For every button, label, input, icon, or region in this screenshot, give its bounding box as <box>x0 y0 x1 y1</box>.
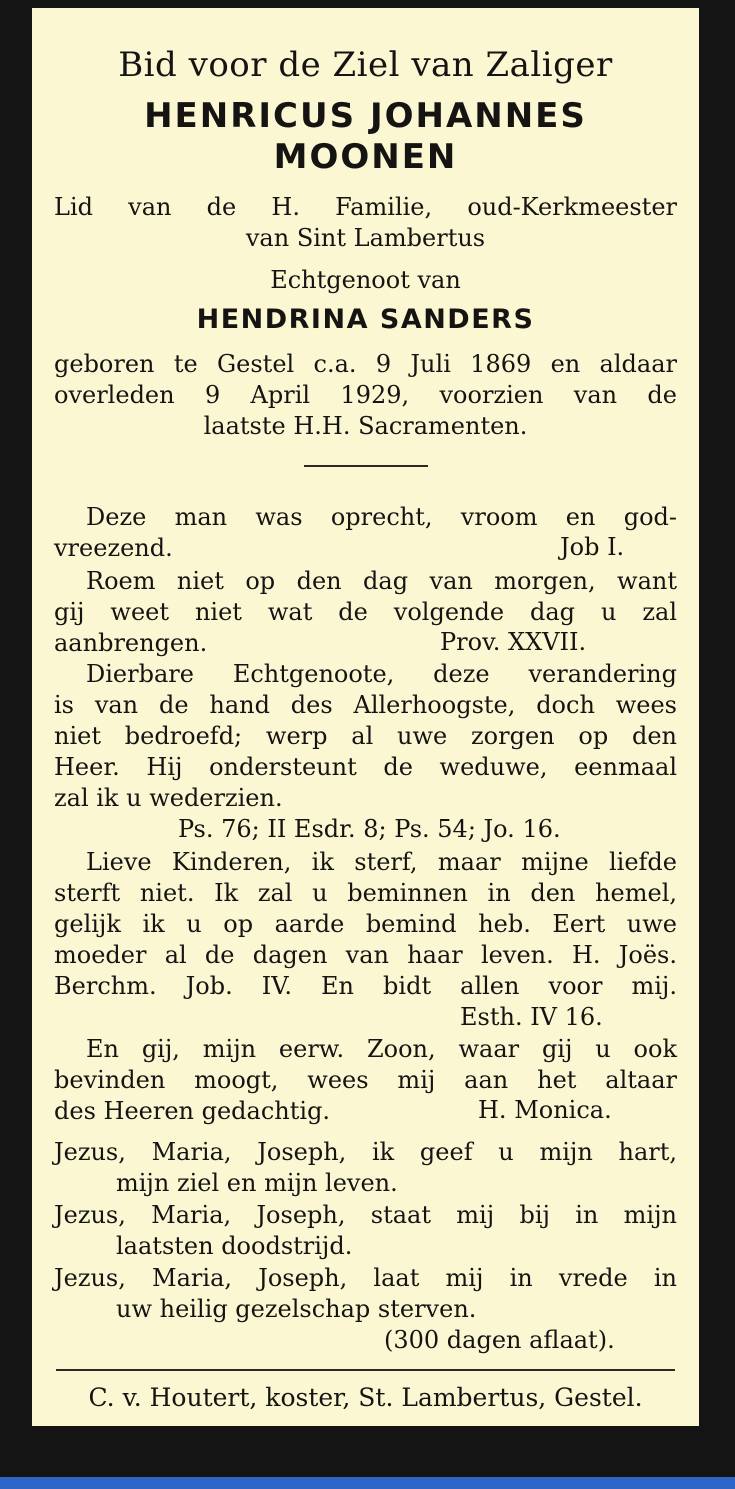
life-line2: overleden 9 April 1929, voorzien van de <box>54 381 677 409</box>
prayer-line: Jezus, Maria, Joseph, laat mij in vrede in <box>54 1264 677 1292</box>
quote-reference: Job I. <box>560 533 625 561</box>
life-line1: geboren te Gestel c.a. 9 Juli 1869 en aldaar <box>54 350 677 378</box>
footer-rule <box>56 1369 675 1371</box>
quote-line: moeder al de dagen van haar leven. H. Joës. <box>54 941 677 969</box>
quote-line: Dierbare Echtgenoote, deze verandering <box>86 660 677 688</box>
quote-reference: Esth. IV 16. <box>460 1003 603 1031</box>
quote-line: sterft niet. Ik zal u beminnen in den hemel, <box>54 879 677 907</box>
quote-reference: Prov. XXVII. <box>440 628 587 656</box>
quote-line: vreezend. <box>54 534 173 562</box>
quote-reference: Ps. 76; II Esdr. 8; Ps. 54; Jo. 16. <box>178 815 561 843</box>
quote-spouse <box>54 659 677 814</box>
quote-line: Lieve Kinderen, ik sterf, maar mijne liefde <box>86 848 677 876</box>
prayer-2 <box>54 1200 677 1262</box>
deceased-name-line1: HENRICUS JOHANNES <box>144 96 587 136</box>
quote-line: Deze man was oprecht, vroom en god- <box>86 503 677 531</box>
quote-line: is van de hand des Allerhoogste, doch wees <box>54 691 677 719</box>
spouse-intro: Echtgenoot van <box>270 266 461 294</box>
scan-edge-strip <box>0 1477 735 1489</box>
quote-line: bevinden moogt, wees mij aan het altaar <box>54 1066 677 1094</box>
prayer-line: Jezus, Maria, Joseph, ik geef u mijn hart, <box>54 1138 677 1166</box>
role-line2: van Sint Lambertus <box>245 224 486 252</box>
prayer-1 <box>54 1137 677 1199</box>
memorial-card <box>32 8 699 1426</box>
quote-children <box>54 847 677 1002</box>
prayer-line: laatsten doodstrijd. <box>116 1232 353 1260</box>
spouse-name: HENDRINA SANDERS <box>196 304 535 335</box>
quote-line: niet bedroefd; werp al uwe zorgen op den <box>54 722 677 750</box>
quote-line: En gij, mijn eerw. Zoon, waar gij u ook <box>86 1035 677 1063</box>
quote-line: gij weet niet wat de volgende dag u zal <box>54 598 677 626</box>
quote-line: gelijk ik u op aarde bemind heb. Eert uwe <box>54 910 677 938</box>
quote-line: zal ik u wederzien. <box>54 784 283 812</box>
quote-reference: H. Monica. <box>478 1096 612 1124</box>
quote-line: Roem niet op den dag van morgen, want <box>86 567 677 595</box>
role-line1: Lid van de H. Familie, oud-Kerkmeester <box>54 193 677 221</box>
separator-rule <box>304 465 428 467</box>
deceased-name-line2: MOONEN <box>273 137 458 177</box>
card-heading: Bid voor de Ziel van Zaliger <box>118 45 613 85</box>
quote-line: Heer. Hij ondersteunt de weduwe, eenmaal <box>54 753 677 781</box>
quote-line: des Heeren gedachtig. <box>54 1097 331 1125</box>
quote-line: aanbrengen. <box>54 629 208 657</box>
prayer-line: mijn ziel en mijn leven. <box>116 1169 398 1197</box>
printer-credit: C. v. Houtert, koster, St. Lambertus, Gestel. <box>88 1383 643 1412</box>
life-line3: laatste H.H. Sacramenten. <box>203 412 528 440</box>
indulgence-note: (300 dagen aflaat). <box>384 1326 615 1354</box>
prayer-line: Jezus, Maria, Joseph, staat mij bij in mijn <box>54 1201 677 1229</box>
quote-line: Berchm. Job. IV. En bidt allen voor mij. <box>54 972 677 1000</box>
prayer-3 <box>54 1263 677 1325</box>
prayer-line: uw heilig gezelschap sterven. <box>116 1295 477 1323</box>
